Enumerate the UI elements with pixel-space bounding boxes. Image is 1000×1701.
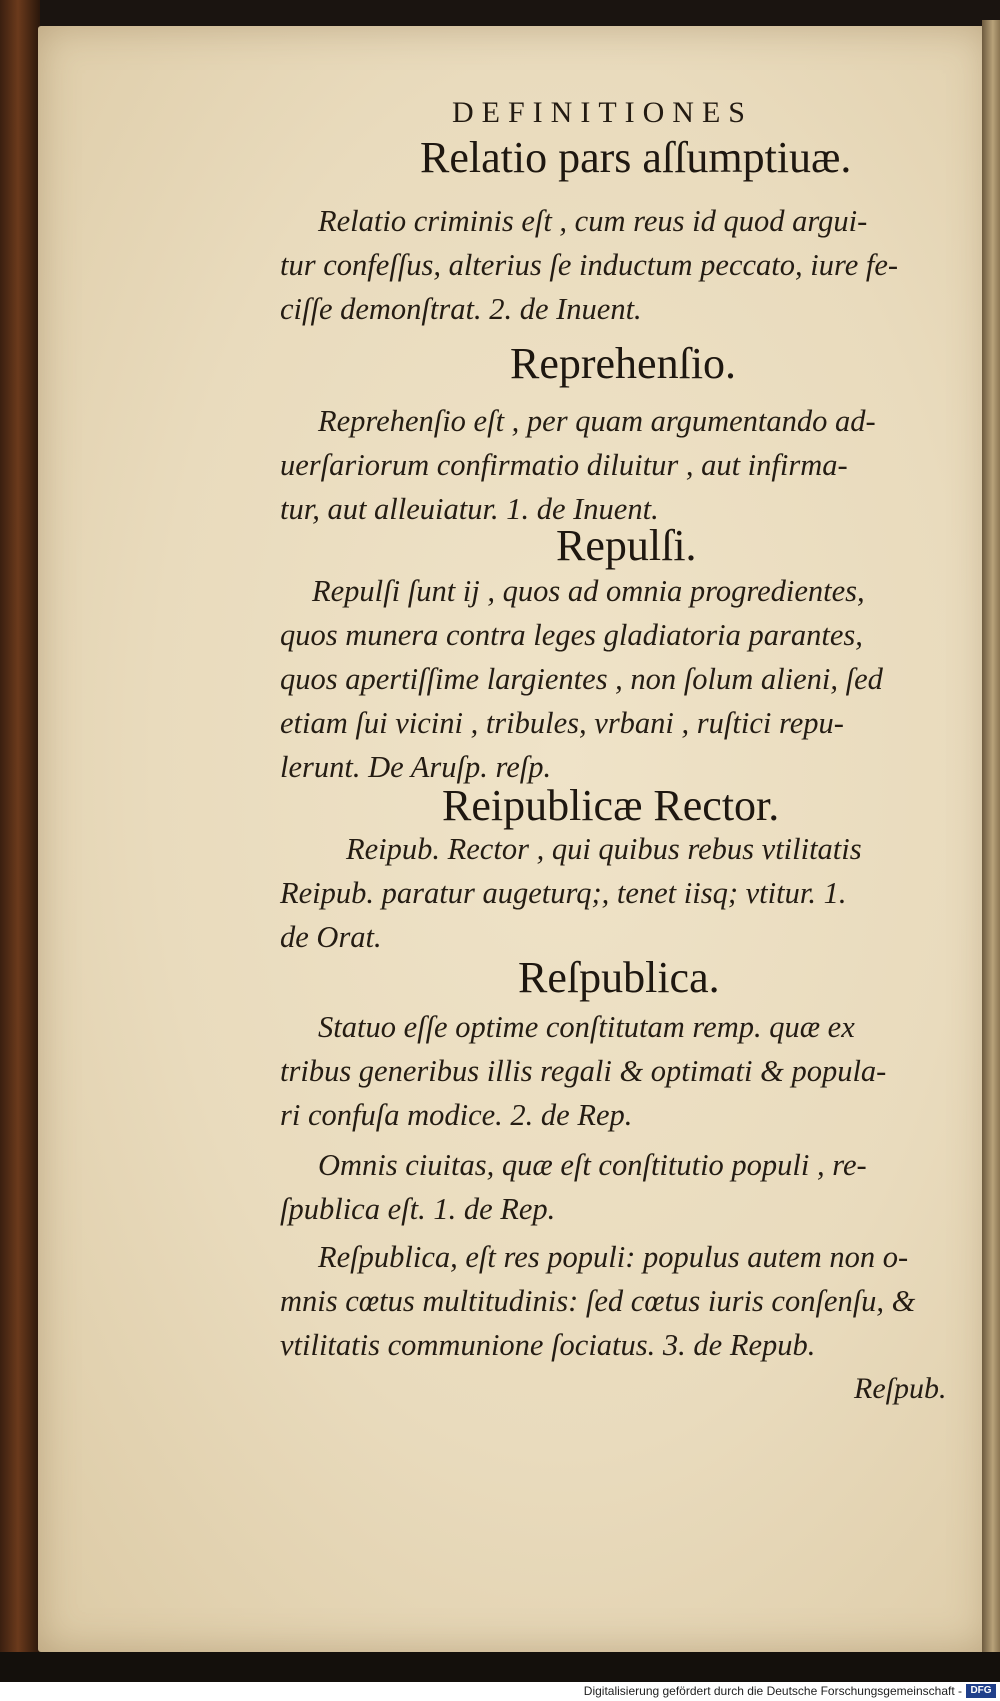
page-edge-right <box>982 20 1000 1660</box>
text-line: lerunt. De Aruſp. reſp. <box>280 750 552 784</box>
text-line: ri confuſa modice. 2. de Rep. <box>280 1098 633 1132</box>
text-line: Statuo eſſe optime conſtitutam remp. quæ ex <box>318 1010 855 1044</box>
text-line: etiam ſui vicini , tribules, vrbani , ruſtici repu- <box>280 706 844 740</box>
entry-heading: Reprehenſio. <box>510 339 737 388</box>
text-line: Reprehenſio eſt , per quam argumentando ad- <box>318 404 876 438</box>
text-line: uerſariorum confirmatio diluitur , aut infirma- <box>280 448 848 482</box>
funding-credit: Digitalisierung gefördert durch die Deutsche Forschungsgemeinschaft - <box>583 1684 962 1698</box>
text-line: quos apertiſſime largientes , non ſolum alieni, ſed <box>280 662 883 696</box>
text-line: ſpublica eſt. 1. de Rep. <box>280 1192 556 1226</box>
book-spine-edge <box>0 0 40 1682</box>
text-line: Reipub. paratur augeturq;, tenet iisq; vtitur. 1. <box>280 876 847 910</box>
entry-heading: Relatio pars aſſumptiuæ. <box>420 133 852 182</box>
digitization-footer <box>0 1682 1000 1701</box>
entry-heading: Reſpublica. <box>518 953 720 1002</box>
text-line: Relatio criminis eſt , cum reus id quod argui- <box>318 204 868 238</box>
text-line: Repulſi ſunt ij , quos ad omnia progredientes, <box>312 574 865 608</box>
running-head: DEFINITIONES <box>452 96 753 129</box>
text-line: tur confeſſus, alterius ſe inductum peccato, iure fe- <box>280 248 899 282</box>
dfg-logo: DFG <box>966 1684 996 1698</box>
text-line: quos munera contra leges gladiatoria parantes, <box>280 618 863 652</box>
scan-bottom-edge <box>0 1652 1000 1682</box>
entry-heading: Repulſi. <box>556 521 697 570</box>
text-line: tur, aut alleuiatur. 1. de Inuent. <box>280 492 659 526</box>
text-line: Omnis ciuitas, quæ eſt conſtitutio populi , re- <box>318 1148 867 1182</box>
text-line: Reipub. Rector , qui quibus rebus vtilitatis <box>346 832 862 866</box>
entry-heading: Reipublicæ Rector. <box>442 781 780 830</box>
text-line: ciſſe demonſtrat. 2. de Inuent. <box>280 292 642 326</box>
text-line: mnis cœtus multitudinis: ſed cœtus iuris conſenſu, & <box>280 1284 916 1318</box>
text-line: Reſpublica, eſt res populi: populus autem non o- <box>318 1240 909 1274</box>
text-line: vtilitatis communione ſociatus. 3. de Repub. <box>280 1328 816 1362</box>
text-line: de Orat. <box>280 920 382 954</box>
text-line: tribus generibus illis regali & optimati & popula- <box>280 1054 887 1088</box>
catchword: Reſpub. <box>854 1372 947 1405</box>
